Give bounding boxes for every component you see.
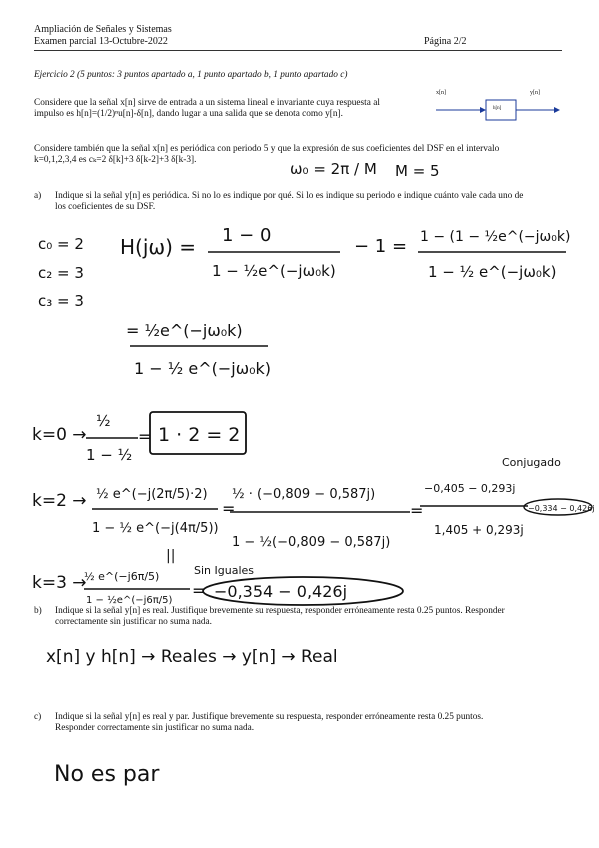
periodic-line-1: Considere también que la señal x[n] es periódica con periodo 5 y que la expresión de sus coeficientes del DSF en el intervalo bbox=[34, 144, 500, 154]
diagram-input-label: x[n] bbox=[436, 90, 446, 96]
course-title: Ampliación de Señales y Sistemas bbox=[34, 24, 172, 35]
hw-k2-mid-num: ½ · (−0,809 − 0,587j) bbox=[232, 487, 376, 502]
hw-part-c-answer: No es par bbox=[54, 762, 160, 787]
exercise-title: Ejercicio 2 (5 puntos: 3 puntos apartado a, 1 punto apartado b, 1 punto apartado c) bbox=[34, 70, 348, 80]
hw-k2-num: ½ e^(−j(2π/5)·2) bbox=[96, 487, 208, 502]
hw-eq3-den: 1 − ½ e^(−jω₀k) bbox=[134, 359, 272, 378]
hw-conjugado-note: Conjugado bbox=[502, 456, 561, 469]
part-a-line-2: los coeficientes de su DSF. bbox=[55, 202, 156, 212]
hw-part-b-answer: x[n] y h[n] → Reales → y[n] → Real bbox=[46, 647, 338, 667]
part-c-line-1: Indique si la señal y[n] es real y par. Justifique brevemente su respuesta, responder erróneamente resta 0.25 puntos. bbox=[55, 712, 484, 722]
intro-line-2: impulso es h[n]=(1/2)ⁿu[n]-δ[n], dando lugar a una salida que se denota como y[n]. bbox=[34, 109, 343, 119]
hw-k3-equals: = bbox=[192, 581, 206, 600]
part-a-line-1: Indique si la señal y[n] es periódica. Si no lo es indique por qué. Si lo es indique su periodo e indique cuánto vale cada uno de bbox=[55, 191, 524, 201]
hw-k0-den: 1 − ½ bbox=[86, 446, 133, 464]
diagram-block-label: h[n] bbox=[493, 106, 502, 111]
hw-k0-result: 1 · 2 = 2 bbox=[158, 424, 241, 446]
part-b-line-1: Indique si la señal y[n] es real. Justifique brevemente su respuesta, responder erróneamente resta 0.25 puntos. Responder bbox=[55, 606, 505, 616]
hw-k0-equals: = bbox=[138, 427, 152, 446]
hw-sin-iguales: Sin Iguales bbox=[194, 564, 255, 577]
hw-minus-one: − 1 = bbox=[354, 236, 408, 257]
hw-eq3-num: = ½e^(−jω₀k) bbox=[126, 321, 243, 340]
part-c-line-2: Responder correctamente sin justificar no suma nada. bbox=[55, 723, 255, 733]
part-c-label: c) bbox=[34, 712, 42, 722]
hw-k2-final: −0,334 − 0,426j bbox=[528, 504, 595, 513]
hw-k2-den: 1 − ½ e^(−j(4π/5)) bbox=[92, 521, 219, 536]
hw-H-lhs: H(jω) = bbox=[120, 235, 197, 259]
hw-k3-final: −0,354 − 0,426j bbox=[214, 582, 348, 601]
hw-H-num: 1 − 0 bbox=[222, 225, 272, 246]
hw-k3-num: ½ e^(−j6π/5) bbox=[84, 570, 160, 583]
part-b-line-2: correctamente sin justificar no suma nada. bbox=[55, 617, 212, 627]
hw-parallel: || bbox=[166, 548, 176, 564]
hw-k3-den: 1 − ½e^(−j6π/5) bbox=[86, 595, 173, 606]
hw-k0-lhs: k=0 → bbox=[32, 425, 87, 445]
part-b-label: b) bbox=[34, 606, 42, 616]
diagram-output-label: y[n] bbox=[530, 90, 540, 96]
exam-date: Examen parcial 13-Octubre-2022 bbox=[34, 36, 168, 47]
hw-k2-mid-den: 1 − ½(−0,809 − 0,587j) bbox=[232, 535, 391, 550]
hw-k2-res-num: −0,405 − 0,293j bbox=[424, 482, 516, 495]
hw-H2-num: 1 − (1 − ½e^(−jω₀k) bbox=[420, 229, 571, 245]
page-number: Página 2/2 bbox=[424, 36, 467, 47]
hw-period-M: M = 5 bbox=[395, 162, 440, 180]
part-a-label: a) bbox=[34, 191, 42, 201]
periodic-line-2: k=0,1,2,3,4 es cₖ=2 δ[k]+3 δ[k-2]+3 δ[k-3]. bbox=[34, 155, 197, 165]
hw-c2: c₂ = 3 bbox=[38, 264, 84, 282]
hw-omega0: ω₀ = 2π / M bbox=[290, 160, 377, 178]
hw-k2-lhs: k=2 → bbox=[32, 491, 87, 511]
hw-H-den: 1 − ½e^(−jω₀k) bbox=[212, 262, 336, 280]
hw-k0-num: ½ bbox=[96, 412, 111, 430]
hw-c0: c₀ = 2 bbox=[38, 235, 84, 253]
hw-k2-equals-2: = bbox=[410, 501, 424, 520]
hw-k2-res-den: 1,405 + 0,293j bbox=[434, 523, 524, 537]
hw-c3: c₃ = 3 bbox=[38, 292, 84, 310]
hw-H2-den: 1 − ½ e^(−jω₀k) bbox=[428, 263, 557, 281]
hw-k3-lhs: k=3 → bbox=[32, 573, 87, 593]
intro-line-1: Considere que la señal x[n] sirve de entrada a un sistema lineal e invariante cuya respuesta al bbox=[34, 98, 380, 108]
hw-k2-equals: = bbox=[222, 499, 236, 518]
